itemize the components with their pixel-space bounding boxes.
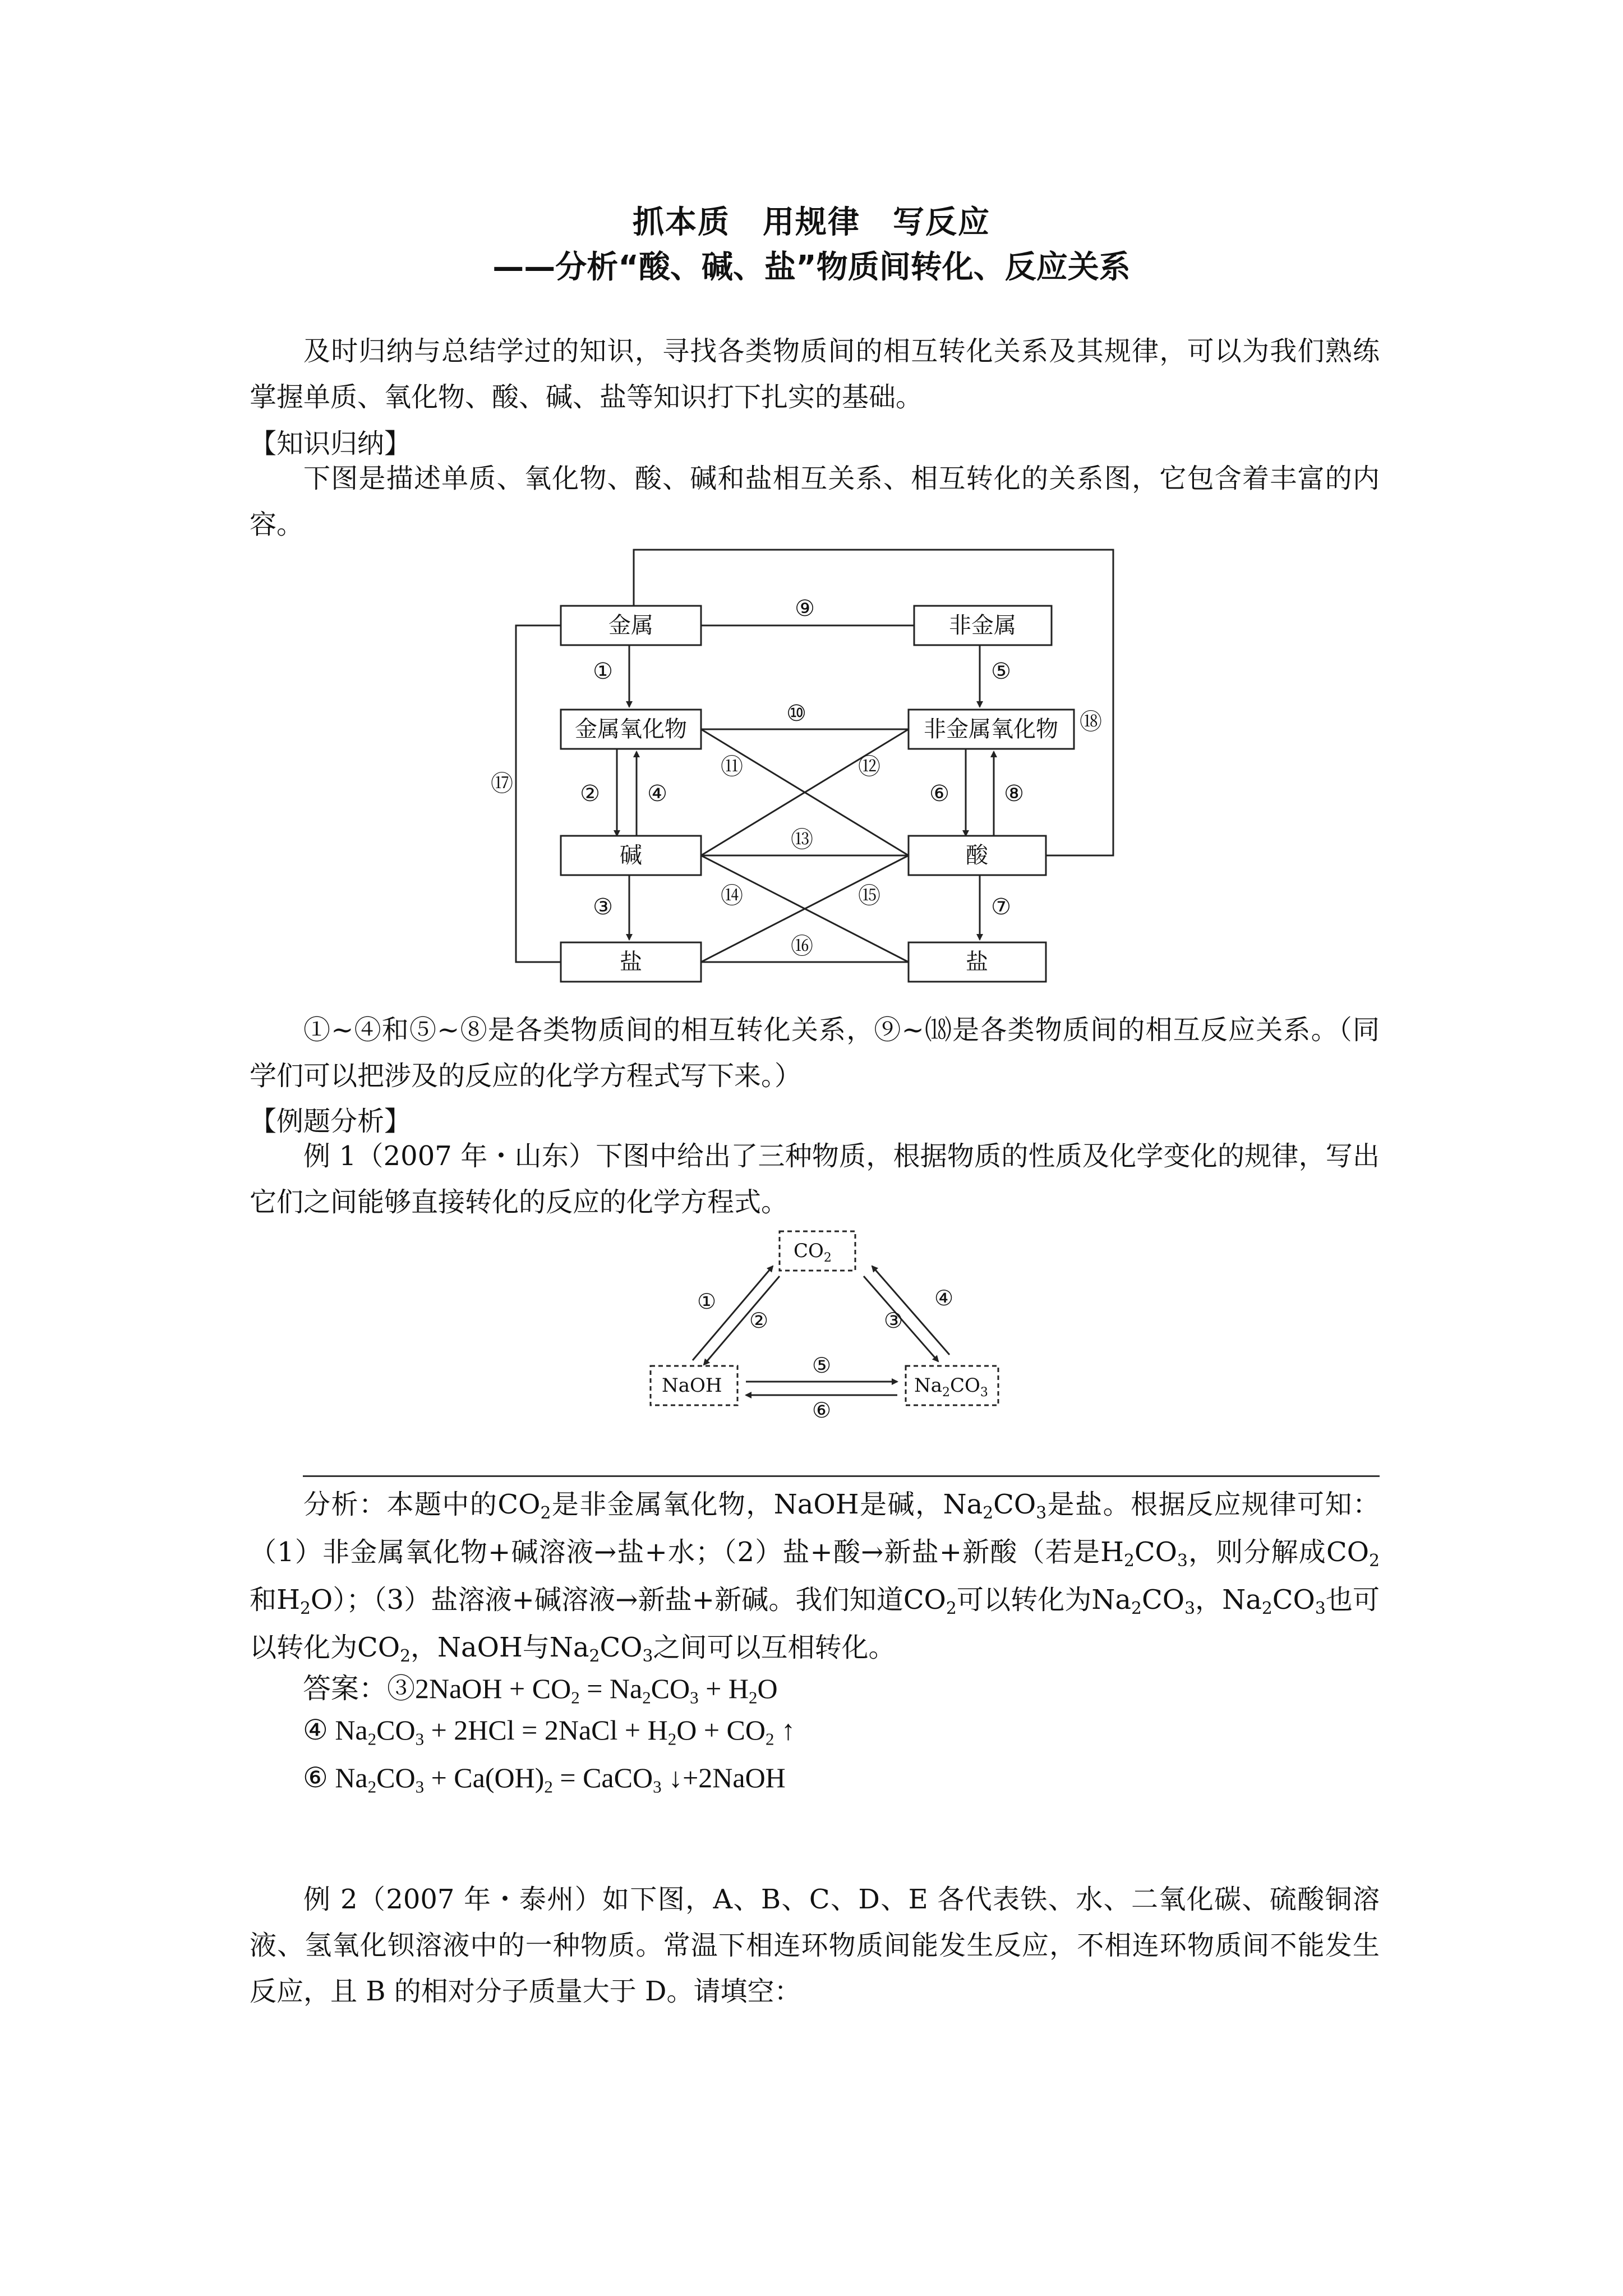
naoh-formula: NaOH	[662, 1374, 722, 1397]
label-4: ④	[934, 1286, 954, 1310]
box-metal: 金属	[608, 613, 653, 638]
analysis-text: ）；（3）盐溶液+碱溶液	[333, 1584, 616, 1616]
answer-6: ⑥ $Na_2CO_3 + Ca(OH)_2$ = CaCO$_3$ ↓+2NaOH	[303, 1762, 786, 1797]
arrow-symbol: →	[594, 1536, 617, 1568]
answer-3: 答案：③2NaOH + $CO_2 = Na_2CO_3 + H_2O$	[303, 1673, 778, 1708]
label-8: ⑧	[1004, 781, 1024, 807]
label-5: ⑤	[991, 659, 1011, 684]
na2co3-formula: $Na_2CO_3$	[943, 1489, 1047, 1523]
analysis-text: ，	[411, 1632, 438, 1663]
label-11: ⑪	[721, 754, 743, 780]
section-knowledge-heading: 【知识归纳】	[250, 428, 412, 459]
analysis-text: 之间可以互相转化。	[653, 1632, 896, 1663]
box-nonmetal: 非金属	[949, 613, 1016, 638]
co2-formula: CO	[794, 1240, 824, 1262]
box-nonmetal-oxide: 非金属氧化物	[924, 716, 1058, 742]
label-10: ⑩	[786, 701, 806, 726]
section-example-heading: 【例题分析】	[250, 1106, 412, 1137]
analysis-text: 是盐。根据反应规律可知：（1）非金属氧化物+碱溶液	[250, 1489, 1380, 1568]
example1-diagram	[642, 1220, 1012, 1439]
label-7: ⑦	[991, 894, 1011, 920]
co2-formula: $CO_2$	[1326, 1536, 1380, 1571]
diagram-intro-paragraph: 下图是描述单质、氧化物、酸、碱和盐相互关系、相互转化的关系图，它包含着丰富的内容。	[250, 463, 1380, 540]
na2co3-na: Na	[914, 1374, 943, 1397]
intro-paragraph: 及时归纳与总结学过的知识，寻找各类物质间的相互转化关系及其规律，可以为我们熟练掌握单质、氧化物、酸、碱、盐等知识打下扎实的基础。	[250, 335, 1380, 413]
box-acid: 酸	[966, 843, 988, 868]
label-1: ①	[593, 659, 613, 684]
box-metal-oxide: 金属氧化物	[575, 716, 687, 742]
box-salt-right: 盐	[966, 949, 988, 975]
na2co3-formula: $Na_2CO_3$	[1222, 1584, 1326, 1618]
page-subtitle: ——分析“酸、碱、盐”物质间转化、反应关系	[492, 249, 1131, 286]
analysis-text: 是非金属氧化物，	[551, 1489, 774, 1520]
label-14: ⑭	[721, 883, 743, 909]
analysis-text: ，则分解成	[1187, 1536, 1326, 1568]
box-base: 碱	[620, 843, 642, 868]
analysis-paragraph	[250, 1481, 1380, 1672]
analysis-text: 和	[250, 1584, 277, 1616]
analysis-lead: 分析：本题中的	[303, 1489, 498, 1520]
answer-label: 答案：	[303, 1673, 387, 1704]
box-salt-left: 盐	[620, 949, 642, 975]
label-17: ⑰	[491, 771, 513, 797]
label-4: ④	[647, 781, 667, 807]
analysis-text: 新盐+新碱。我们知道	[638, 1584, 903, 1616]
na2co3-formula: $Na_2CO_3$	[1091, 1584, 1195, 1618]
label-12: ⑫	[858, 754, 880, 780]
co2-formula: $CO_2$	[357, 1632, 411, 1666]
label-15: ⑮	[858, 883, 880, 909]
analysis-text: 与	[522, 1632, 550, 1663]
svg-text:Na2CO3	[914, 1374, 988, 1400]
relation-diagram	[482, 544, 1155, 1004]
co2-subscript: 2	[823, 1251, 832, 1265]
arrow-symbol: →	[861, 1536, 884, 1568]
na2co3-co: CO	[950, 1374, 980, 1397]
co2-formula: $CO_2$	[497, 1489, 551, 1523]
label-3: ③	[593, 894, 613, 920]
analysis-text: 新盐+新酸（若是	[883, 1536, 1101, 1568]
label-3: ③	[883, 1308, 903, 1333]
naoh-formula: NaOH	[437, 1632, 523, 1663]
arrow-symbol: →	[615, 1584, 638, 1616]
analysis-text: 也可以转化为	[250, 1584, 1380, 1663]
analysis-text: ，	[1195, 1584, 1223, 1616]
label-6: ⑥	[929, 781, 949, 807]
relation-note: ①~④和⑤~⑧是各类物质间的相互转化关系，⑨~⒅是各类物质间的相互反应关系。（同学们可以把涉及的反应的化学方程式写下来。）	[250, 1014, 1380, 1092]
answer-4: ④ $Na_2CO_3 + 2HCl$ = 2NaCl + $H_2O + CO_2$ ↑	[303, 1714, 795, 1749]
analysis-text: 盐+水；（2）盐+酸	[616, 1536, 861, 1568]
naoh-formula: NaOH	[773, 1489, 859, 1520]
label-6: ⑥	[811, 1398, 832, 1423]
na2co3-sub2: 2	[942, 1386, 951, 1400]
na2co3-formula: $Na_2CO_3$	[549, 1632, 653, 1666]
analysis-text: 是碱，	[859, 1489, 943, 1520]
label-9: ⑨	[795, 596, 815, 622]
example1-text: 例 1（2007 年・山东）下图中给出了三种物质，根据物质的性质及化学变化的规律，写出它们之间能够直接转化的反应的化学方程式。	[250, 1140, 1380, 1218]
label-16: ⑯	[791, 933, 813, 959]
label-13: ⑬	[791, 827, 813, 853]
label-5: ⑤	[811, 1353, 832, 1378]
example2-text: 例 2（2007 年・泰州）如下图，A、B、C、D、E 各代表铁、水、二氧化碳、硫酸铜溶液、氢氧化钡溶液中的一种物质。常温下相连环物质间能发生反应，不相连环物质间不能发生反应，且 B 的相对分子质量大于 D。请填空：	[250, 1884, 1380, 2007]
na2co3-sub3: 3	[980, 1386, 988, 1400]
page-title: 抓本质 用规律 写反应	[633, 204, 990, 241]
label-18: ⑱	[1080, 709, 1102, 735]
label-2: ②	[580, 781, 600, 807]
label-1: ①	[697, 1289, 717, 1314]
svg-text:CO2	[794, 1240, 832, 1265]
h2co3-formula: $H_2CO_3$	[1100, 1536, 1188, 1571]
co2-formula: $CO_2$	[903, 1584, 957, 1618]
analysis-text: 可以转化为	[956, 1584, 1092, 1616]
label-2: ②	[749, 1308, 769, 1333]
separator-rule	[303, 1475, 1380, 1477]
h2o-formula: $H_2O$	[276, 1584, 333, 1618]
